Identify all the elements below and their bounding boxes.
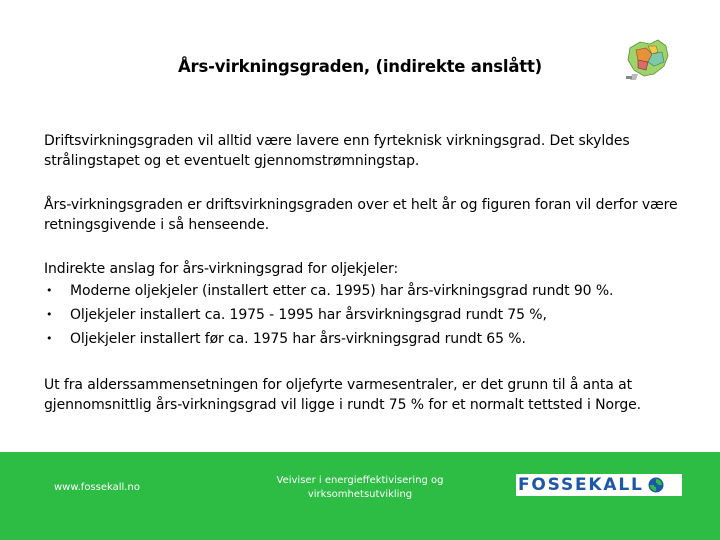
swirl-icon	[648, 477, 664, 493]
paragraph-1: Driftsvirkningsgraden vil alltid være lavere enn fyrteknisk virkningsgrad. Det skyldes strålingstapet og et eventuelt gjennomstrømningstap.	[44, 133, 630, 169]
bullet-list	[44, 279, 694, 351]
list-intro: Indirekte anslag for års-virkningsgrad for oljekjeler:	[44, 261, 399, 277]
bullet-marker: •	[46, 284, 53, 297]
list-item-text: Moderne oljekjeler (installert etter ca. 1995) har års-virkningsgrad rundt 90 %.	[70, 283, 614, 299]
list-item	[44, 303, 694, 327]
paragraph-3: Ut fra alderssammensetningen for oljefyrte varmesentraler, er det grunn til å anta at gjennomsnittlig års-virkningsgrad vil ligge i rundt 75 % for et normalt tettsted i Norge.	[44, 377, 642, 413]
slide-body	[44, 131, 694, 439]
list-item	[44, 327, 694, 351]
paragraph-2: Års-virkningsgraden er driftsvirkningsgraden over et helt år og figuren foran vil derfor være retningsgivende i så henseende.	[44, 197, 678, 233]
list-item	[44, 279, 694, 303]
region-map-icon	[624, 38, 672, 82]
brand-logo	[516, 474, 682, 496]
slide-title: Års-virkningsgraden, (indirekte anslått)	[177, 57, 543, 76]
list-item-text: Oljekjeler installert ca. 1975 - 1995 har årsvirkningsgrad rundt 75 %,	[70, 307, 547, 323]
bullet-marker: •	[46, 332, 53, 345]
list-item-text: Oljekjeler installert før ca. 1975 har års-virkningsgrad rundt 65 %.	[70, 331, 526, 347]
footer-tagline: Veiviser i energieffektivisering og virksomhetsutvikling	[276, 475, 444, 500]
footer-url[interactable]: www.fossekall.no	[54, 482, 140, 493]
bullet-marker: •	[46, 308, 53, 321]
brand-name: FOSSEKALL	[518, 475, 644, 495]
footer-bar	[0, 452, 720, 540]
